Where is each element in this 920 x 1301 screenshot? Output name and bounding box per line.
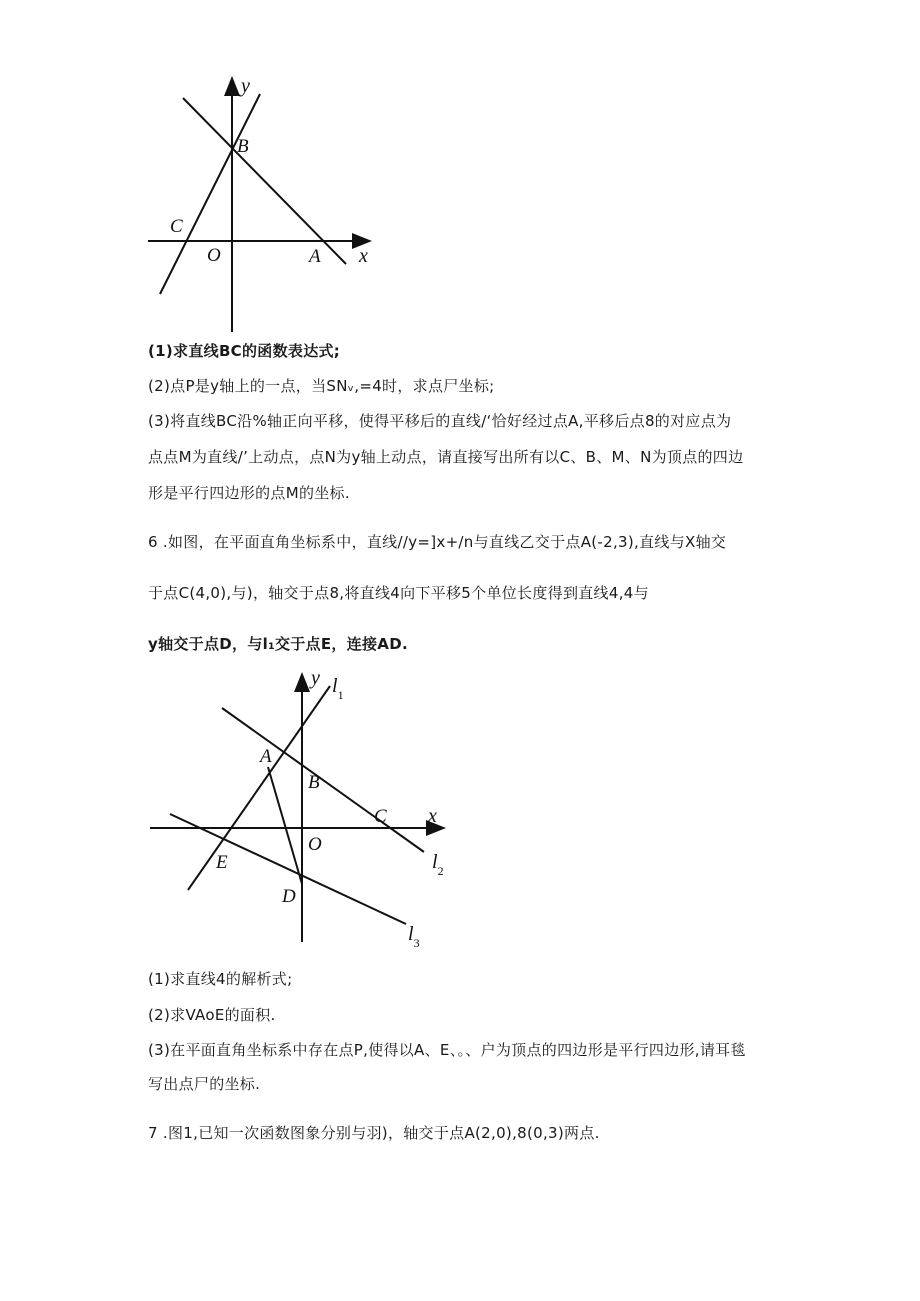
label-o: O [207,245,221,266]
figure-1-coordinate-plot [140,70,380,340]
line-l2 [222,708,424,852]
label-l3: $l_3$ [408,923,420,950]
q5-part-2: (2)点P是y轴上的一点，当SNᵥ,=4时，求点尸坐标; [148,377,495,395]
q6-part-1: (1)求直线4的解析式; [148,970,293,988]
q5-part-3-line-3: 形是平行四边形的点M的坐标. [148,484,350,502]
label-y: y [311,667,320,689]
label-x: x [359,245,368,267]
label-l2: $l_2$ [432,851,444,878]
q7-stem-line-1: 7 .图1,已知一次函数图象分别与羽)，轴交于点A(2,0),8(0,3)两点. [148,1124,600,1142]
label-e: E [216,852,228,873]
label-b: B [308,772,320,793]
label-o: O [308,834,322,855]
label-c: C [374,806,387,827]
line-ab [183,98,346,264]
q6-part-3-line-2: 写出点尸的坐标. [148,1075,261,1093]
line-l3 [170,814,406,924]
label-b: B [237,136,249,157]
figure-2-svg [140,662,480,954]
label-c: C [170,216,183,237]
q6-stem-line-3: y轴交于点D，与l₁交于点E，连接AD. [148,635,408,653]
segment-ad [268,767,302,884]
figure-1-svg [140,70,380,340]
label-a: A [260,746,272,767]
q5-part-3-line-2: 点点M为直线/’上动点，点N为y轴上动点，请直接写出所有以C、B、M、N为顶点的四边 [148,448,744,466]
q5-part-1: (1)求直线BC的函数表达式; [148,342,341,360]
label-a: A [309,246,321,267]
figure-2-coordinate-plot [140,662,480,954]
label-y: y [241,75,250,97]
q6-part-2: (2)求VAoE的面积. [148,1006,276,1024]
label-d: D [282,886,296,907]
label-x: x [428,805,437,827]
label-l1: $l_1$ [332,675,344,702]
q6-stem-line-1: 6 .如图，在平面直角坐标系中，直线//y=]x+/n与直线乙交于点A(-2,3),直线与X轴交 [148,533,727,551]
q6-stem-line-2: 于点C(4,0),与)，轴交于点8,将直线4向下平移5个单位长度得到直线4,4与 [148,584,649,602]
q6-part-3-line-1: (3)在平面直角坐标系中存在点P,使得以A、E、。、户为顶点的四边形是平行四边形,请耳毯 [148,1041,746,1059]
q5-part-3-line-1: (3)将直线BC沿%轴正向平移，使得平移后的直线/‘恰好经过点A,平移后点8的对应点为 [148,412,732,430]
